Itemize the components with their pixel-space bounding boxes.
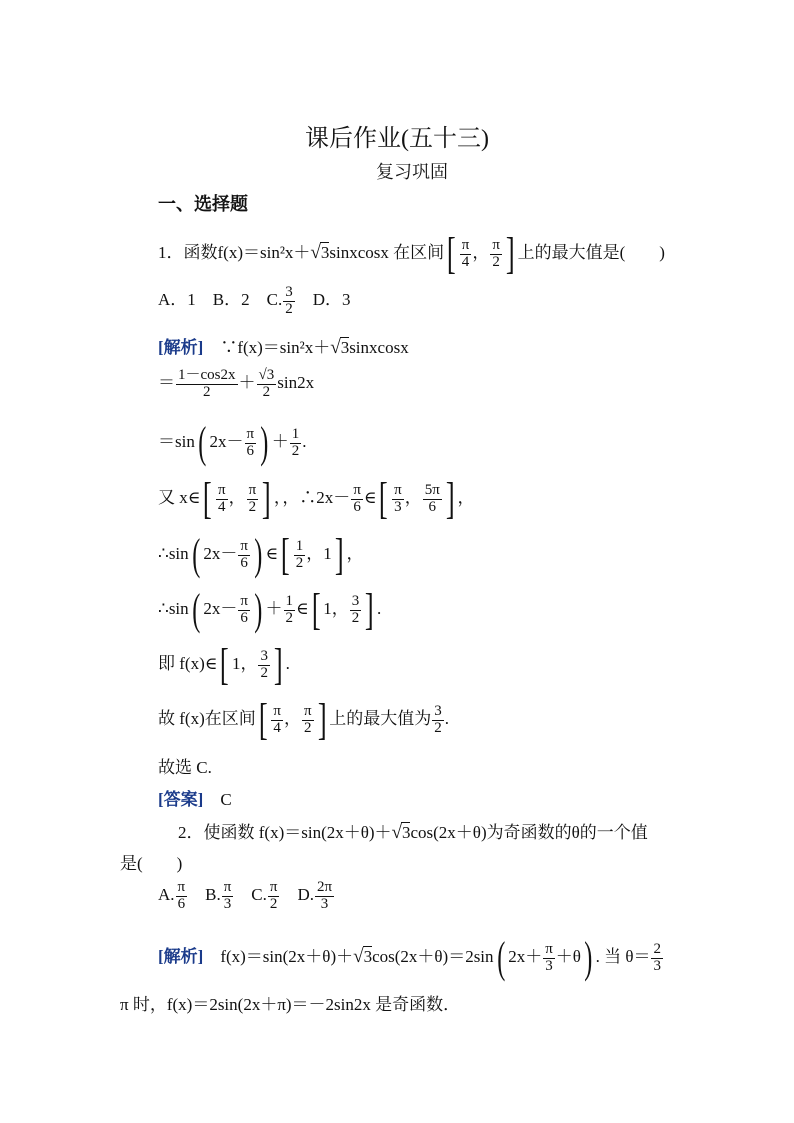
solution-2-line-1: [解析] f(x)＝sin(2x＋θ)＋√3cos(2x＋θ)＝2sin( 2x＋ $\frac{\pi}{3}$ ＋θ) . 当 θ＝ $\frac{2}{3}$	[158, 933, 661, 982]
question-2-stem-cont: 是( )	[120, 854, 183, 873]
page-subtitle: 复习巩固	[376, 162, 448, 182]
solution-1-line-4: 又 x∈[ $\frac{\pi}{4}$ ， $\frac{\pi}{2}$ ] ，，∴2x－ $\frac{\pi}{6}$ ∈[ $\frac{\pi}{3}$ ， $\frac{5\pi}{6}$ ] ，	[158, 474, 475, 523]
page-title: 课后作业(五十三)	[305, 126, 489, 152]
section-heading: 一、选择题	[158, 194, 248, 214]
solution-1-line-7: 即 f(x)∈[ 1， $\frac{3}{2}$ ] .	[158, 640, 290, 689]
solution-1-line-2: ＝ $\frac{1-\cos 2x}{2}$ ＋ $\frac{√3}{2}$ sin2x	[158, 367, 315, 400]
question-1-stem: 1．函数f(x)＝sin²x＋√3sinxcosx 在区间[ $\frac{\pi}{4}$ ， $\frac{\pi}{2}$ ] 上的最大值是( )	[158, 229, 665, 278]
question-2-stem: 2．使函数 f(x)＝sin(2x＋θ)＋√3cos(2x＋θ)为奇函数的θ的一个值	[178, 822, 648, 843]
solution-2-line-2: π 时，f(x)＝2sin(2x＋π)＝－2sin2x 是奇函数．	[120, 995, 461, 1014]
solution-1-line-1: [解析] ∵f(x)＝sin²x＋√3sinxcosx	[158, 337, 409, 358]
solution-1-line-8: 故 f(x)在区间[ $\frac{\pi}{4}$ ， $\frac{\pi}{2}$ ] 上的最大值为 $\frac{3}{2}$ .	[158, 695, 449, 744]
solution-1-line-6: ∴sin( 2x－ $\frac{\pi}{6}$ ) ＋ $\frac{1}{2}$ ∈[ 1， $\frac{3}{2}$ ] .	[158, 585, 382, 634]
solution-1-line-9: 故选 C.	[158, 758, 212, 777]
question-1-options: A．1 B．2 C. $\frac{3}{2}$ D．3	[158, 284, 351, 317]
answer-1: [答案] C	[158, 790, 232, 809]
solution-1-line-5: ∴sin( 2x－ $\frac{\pi}{6}$ ) ∈[ $\frac{1}{2}$ ，1] ，	[158, 530, 364, 579]
question-2-options: A. $\frac{\pi}{6}$ B. $\frac{\pi}{3}$ C. $\frac{\pi}{2}$ D. $\frac{2\pi}{3}$	[158, 879, 333, 912]
solution-1-line-3: ＝sin( 2x－ $\frac{\pi}{6}$ ) ＋ $\frac{1}{2}$ .	[158, 418, 307, 467]
